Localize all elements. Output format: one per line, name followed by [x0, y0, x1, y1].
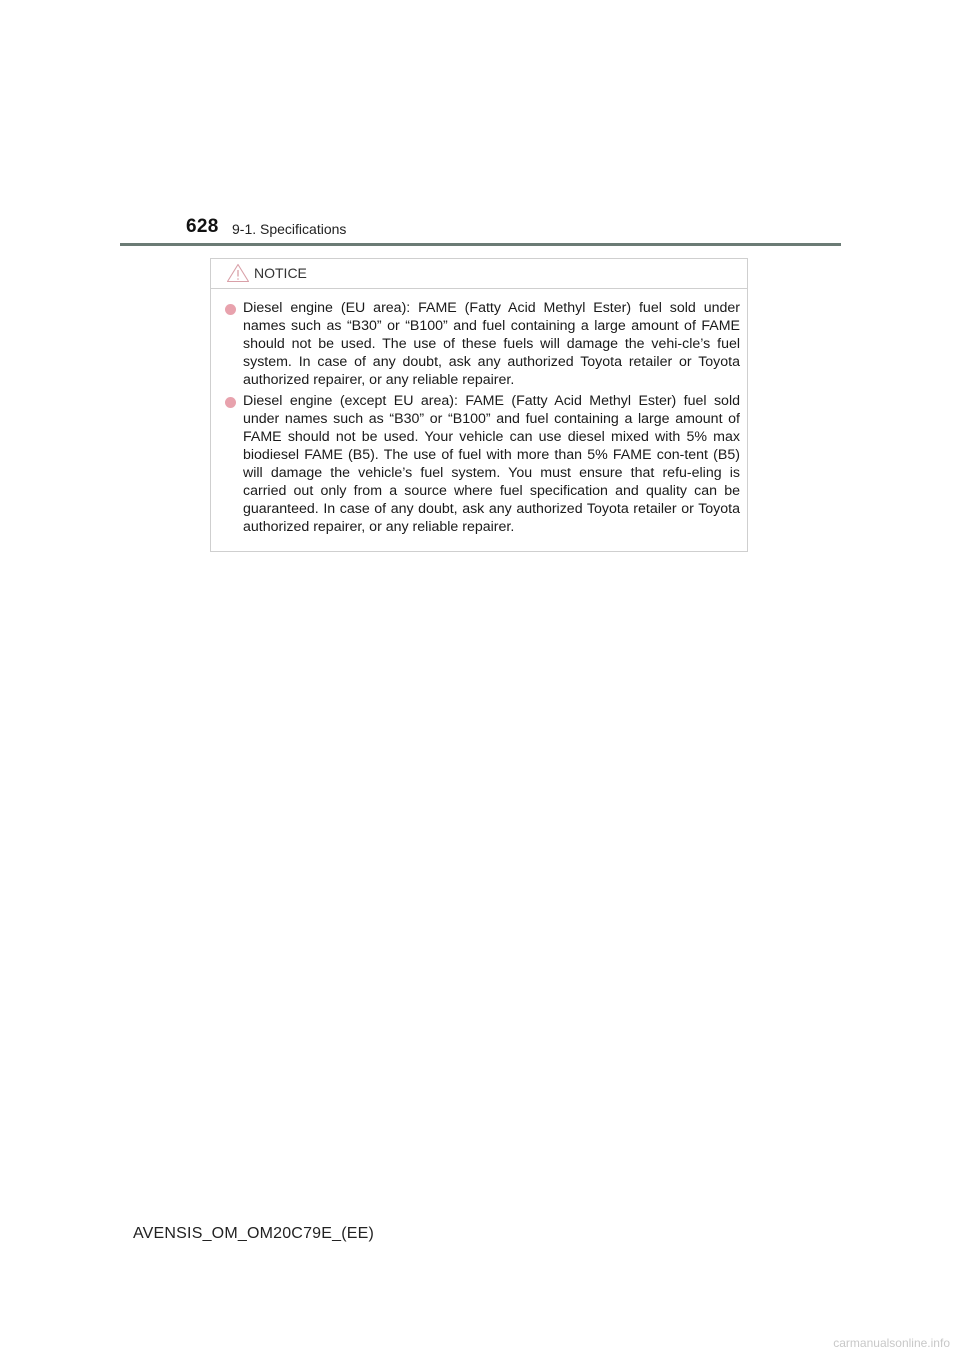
watermark: carmanualsonline.info [833, 1336, 950, 1350]
page-number: 628 [186, 216, 219, 237]
section-title: 9-1. Specifications [232, 221, 347, 237]
notice-item-text: Diesel engine (except EU area): FAME (Fatty Acid Methyl Ester) fuel sold under names such as “B30” or “B100” and fuel containing a large amount of FAME should not be used. Your vehicle can use diesel mixed with 5% max biodiesel FAME (B5). The use of fuel with more than 5% FAME con-tent (B5) will damage the vehicle’s fuel system. You must ensure that refu-eling is carried out only from a source where fuel specification and quality can be guaranteed. In case of any doubt, ask any authorized Toyota retailer or Toyota authorized repairer, or any reliable repairer. [243, 393, 740, 535]
bullet-dot-icon [225, 304, 236, 315]
header-divider [120, 243, 841, 246]
notice-box [210, 258, 748, 552]
notice-body [211, 289, 747, 536]
warning-triangle-icon [226, 263, 250, 283]
notice-title: NOTICE [254, 265, 307, 281]
notice-item-text: Diesel engine (EU area): FAME (Fatty Acid Methyl Ester) fuel sold under names such as “B30” or “B100” and fuel containing a large amount of FAME should not be used. The use of these fuels will damage the vehi-cle’s fuel system. In case of any doubt, ask any authorized Toyota retailer or Toyota authorized repairer, or any reliable repairer. [243, 300, 740, 388]
notice-header [211, 259, 747, 289]
list-item [225, 299, 740, 389]
bullet-dot-icon [225, 397, 236, 408]
list-item [225, 392, 740, 536]
footer-document-code: AVENSIS_OM_OM20C79E_(EE) [133, 1225, 375, 1242]
